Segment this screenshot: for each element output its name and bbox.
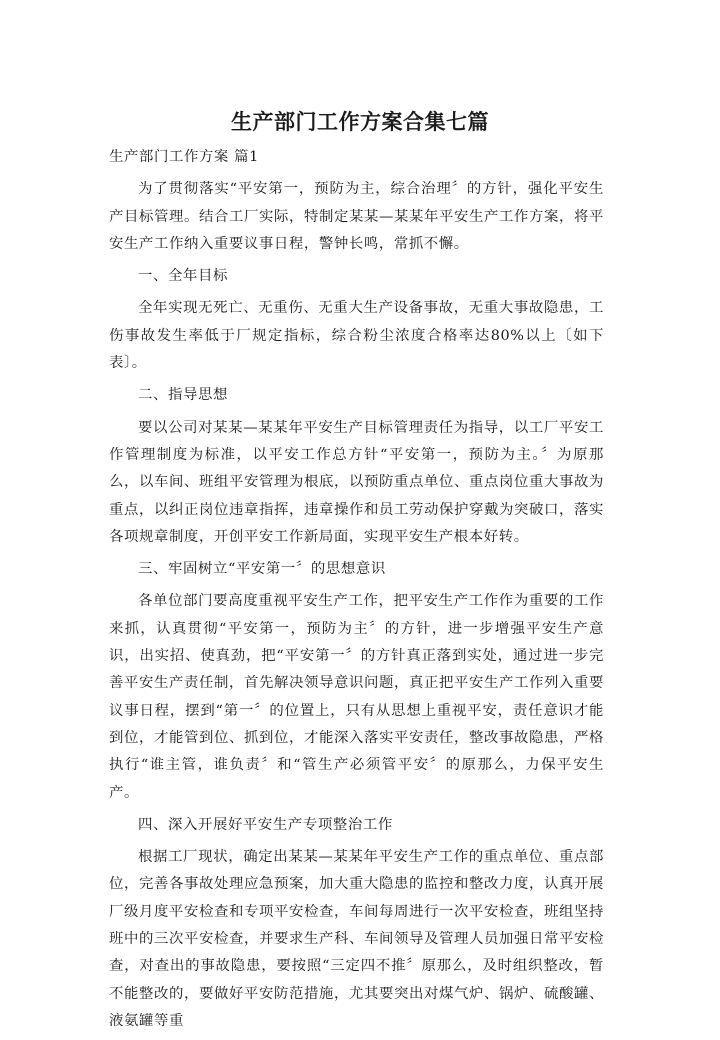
awareness-paragraph: 各单位部门要高度重视平安生产工作，把平安生产工作作为重要的工作来抓，认真贯彻“平安第一，预防为主〞的方针，进一步增强平安生产意识，出实招、使真劲，把“平安第一〞的方针真正落到实处，通过进一步完善平安生产责任制，首先解决领导意识问题，真正把平安生产工作列入重要议事日程，摆到“第一〞的位置上，只有从思想上重视平安，责任意识才能到位，才能管到位、抓到位，才能深入落实平安责任，整改事故隐患，严格执行“谁主管，谁负责〞和“管生产必须管平安〞的原那么，力保平安生产。 [109, 593, 604, 801]
document-body [109, 144, 604, 1040]
section-subtitle: 生产部门工作方案 篇1 [109, 149, 259, 165]
section-heading-goals: 一、全年目标 [138, 268, 228, 285]
goals-paragraph: 全年实现无死亡、无重伤、无重大生产设备事故，无重大事故隐患，工伤事故发生率低于厂规定指标，综合粉尘浓度合格率达80%以上〔如下表〕。 [109, 300, 604, 372]
guidance-paragraph: 要以公司对某某—某某年平安生产目标管理责任为指导，以工厂平安工作管理制度为标准，以平安工作总方针“平安第一，预防为主。〞为原那么，以车间、班组平安管理为根底，以预防重点单位、重点岗位重大事故为重点，以纠正岗位违章指挥，违章操作和员工劳动保护穿戴为突破口，落实各项规章制度，开创平安工作新局面，实现平安生产根本好转。 [109, 419, 604, 545]
section-heading-awareness: 三、牢固树立“平安第一〞的思想意识 [138, 561, 386, 578]
section-heading-rectification: 四、深入开展好平安生产专项整治工作 [138, 816, 393, 833]
section-heading-guidance: 二、指导思想 [138, 387, 228, 404]
rectification-paragraph: 根据工厂现状，确定出某某—某某年平安生产工作的重点单位、重点部位，完善各事故处理应急预案，加大重大隐患的监控和整改力度，认真开展厂级月度平安检查和专项平安检查，车间每周进行一次平安检查，班组坚持班中的三次平安检查，并要求生产科、车间领导及管理人员加强日常平安检查，对查出的事故隐患，要按照“三定四不推〞原那么，及时组织整改，暂不能整改的，要做好平安防范措施，尤其要突出对煤气炉、锅炉、硫酸罐、液氨罐等重 [109, 849, 604, 1029]
intro-paragraph: 为了贯彻落实“平安第一，预防为主，综合治理〞的方针，强化平安生产目标管理。结合工厂实际，特制定某某—某某年平安生产工作方案，将平安生产工作纳入重要议事日程，警钟长鸣，常抓不懈。 [109, 181, 604, 252]
document-title: 生产部门工作方案合集七篇 [231, 110, 489, 134]
